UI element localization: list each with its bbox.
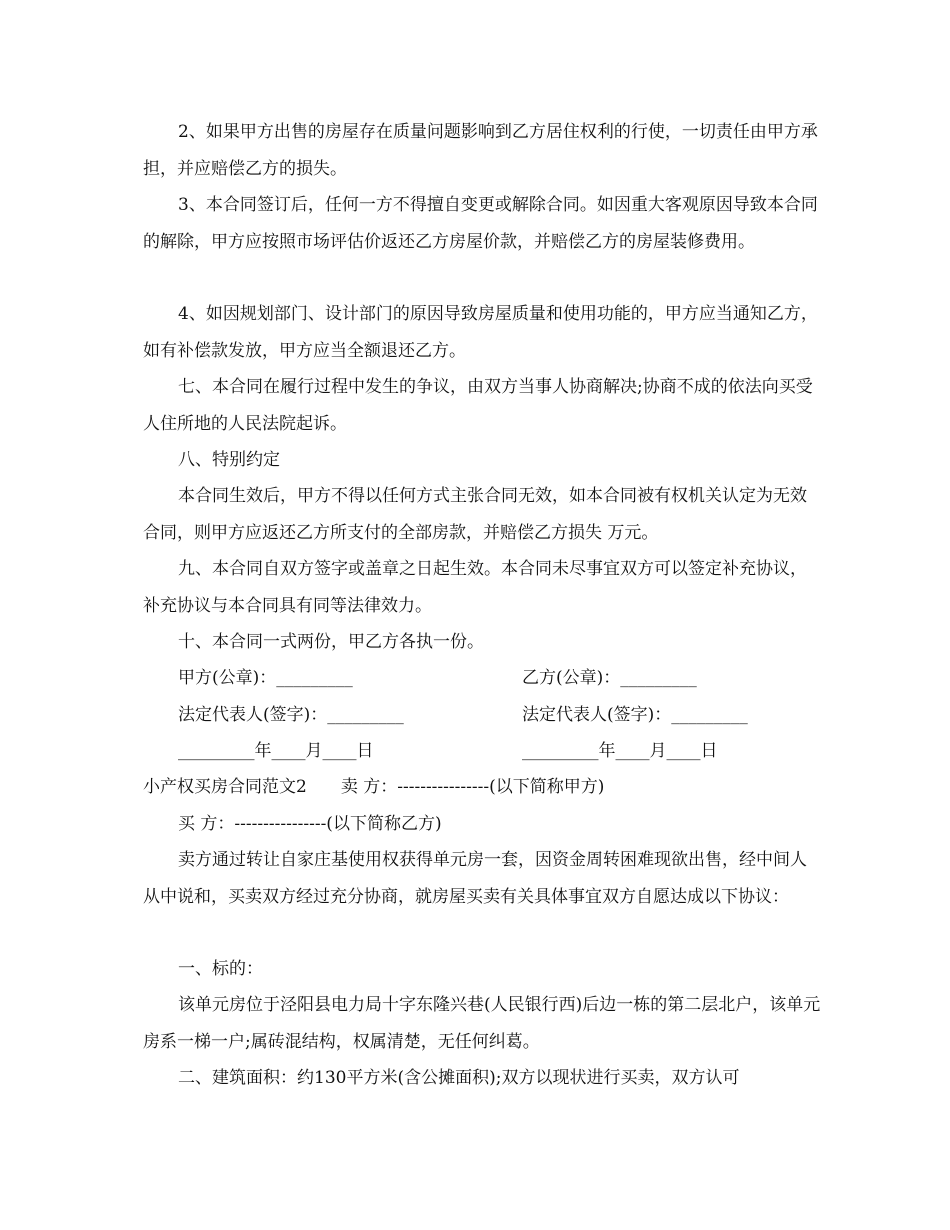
second-contract-title-seller-line: 小产权买房合同范文2 卖 方：----------------(以下简称甲方) bbox=[143, 777, 605, 797]
clause-nine: 九、本合同自双方签字或盖章之日起生效。本合同未尽事宜双方可以签定补充协议，补充协议与本合同具有同等法律效力。 bbox=[143, 559, 807, 616]
party-a-representative-field: 法定代表人(签字)：_________ bbox=[178, 705, 404, 725]
clause-4: 4、如因规划部门、设计部门的原因导致房屋质量和使用功能的，甲方应当通知乙方，如有补偿款发放，甲方应当全额退还乙方。 bbox=[143, 304, 818, 361]
clause-eight-body: 本合同生效后，甲方不得以任何方式主张合同无效，如本合同被有权机关认定为无效合同，则甲方应返还乙方所支付的全部房款，并赔偿乙方损失 万元。 bbox=[143, 486, 807, 543]
preamble: 卖方通过转让自家庄基使用权获得单元房一套，因资金周转困难现欲出售，经中间人从中说和，买卖双方经过充分协商，就房屋买卖有关具体事宜双方自愿达成以下协议： bbox=[143, 850, 807, 907]
clause-ten: 十、本合同一式两份，甲乙方各执一份。 bbox=[178, 632, 484, 652]
section-two: 二、建筑面积：约130平方米(含公摊面积);双方以现状进行买卖，双方认可 bbox=[178, 1068, 740, 1088]
buyer-line: 买 方：----------------(以下简称乙方) bbox=[178, 814, 442, 834]
party-b-representative-field: 法定代表人(签字)：_________ bbox=[522, 705, 748, 725]
party-a-seal-field: 甲方(公章)：_________ bbox=[178, 668, 353, 688]
clause-3: 3、本合同签订后，任何一方不得擅自变更或解除合同。如因重大客观原因导致本合同的解除，甲方应按照市场评估价返还乙方房屋价款，并赔偿乙方的房屋装修费用。 bbox=[143, 195, 818, 252]
party-b-date-field: _________年____月____日 bbox=[522, 741, 718, 761]
party-a-date-field: _________年____月____日 bbox=[178, 741, 374, 761]
section-one-heading: 一、标的： bbox=[178, 959, 263, 979]
clause-eight-heading: 八、特别约定 bbox=[178, 450, 280, 470]
party-b-seal-field: 乙方(公章)：_________ bbox=[522, 668, 697, 688]
clause-2: 2、如果甲方出售的房屋存在质量问题影响到乙方居住权利的行使，一切责任由甲方承担，并应赔偿乙方的损失。 bbox=[143, 122, 818, 179]
section-one-body: 该单元房位于泾阳县电力局十字东隆兴巷(人民银行西)后边一栋的第二层北户，该单元房系一梯一户;属砖混结构，权属清楚，无任何纠葛。 bbox=[143, 995, 821, 1052]
clause-seven: 七、本合同在履行过程中发生的争议，由双方当事人协商解决;协商不成的依法向买受人住所地的人民法院起诉。 bbox=[143, 377, 813, 434]
